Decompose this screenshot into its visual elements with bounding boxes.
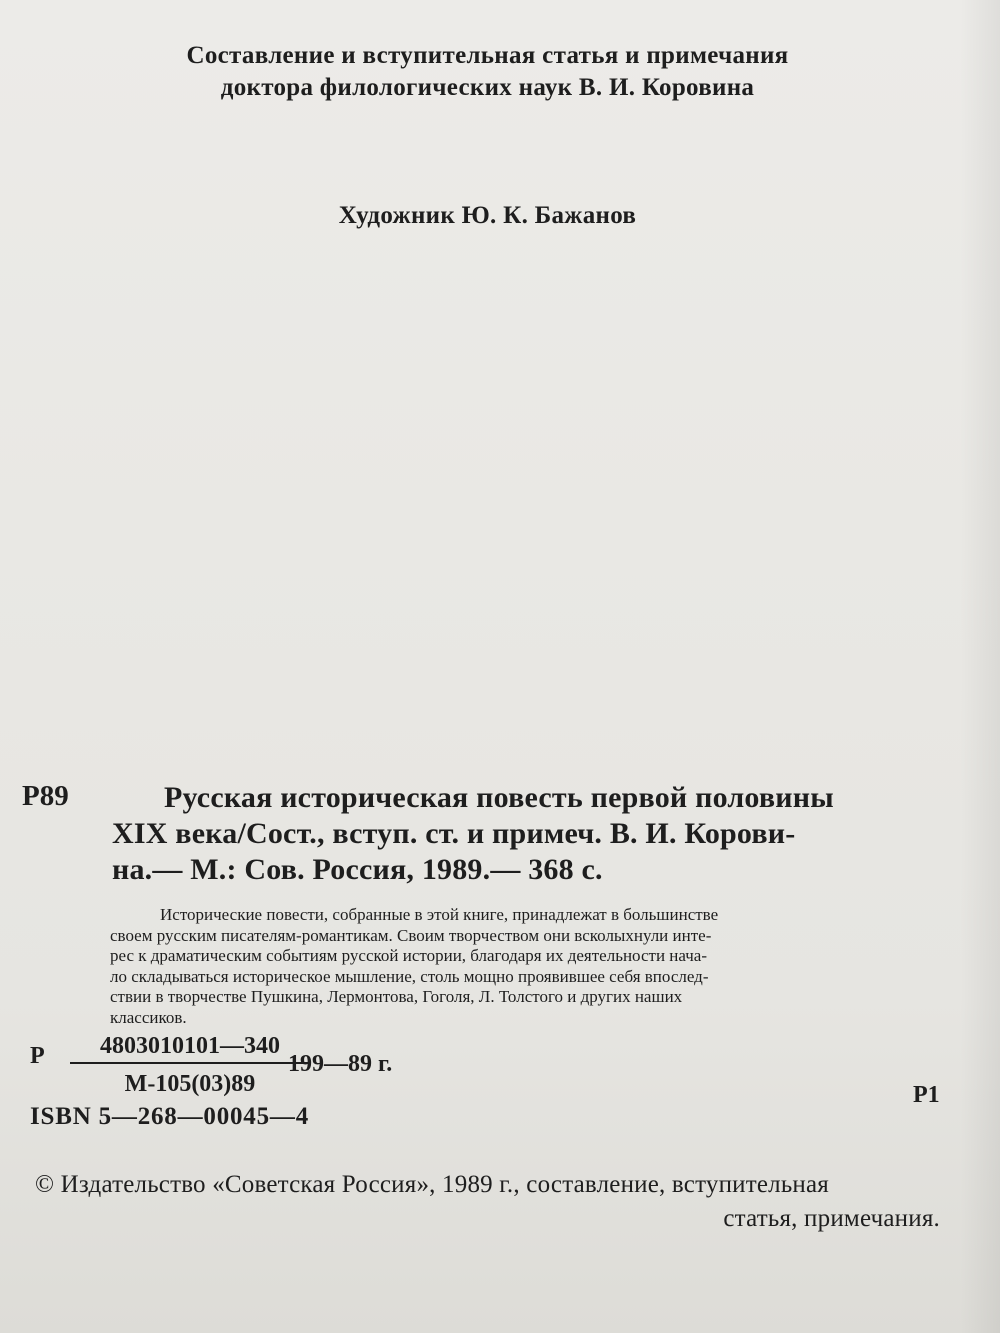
copyright-notice — [35, 1168, 940, 1236]
index-letter: Р — [30, 1043, 45, 1069]
index-denominator: М-105(03)89 — [124, 1071, 256, 1097]
page-edge-shadow — [960, 0, 1000, 1333]
copyright-line-2: статья, примечания. — [723, 1205, 940, 1232]
annotation-line: своем русским писателям-романтикам. Своим творчеством они всколыхнули инте- — [110, 925, 712, 945]
order-number: 199—89 г. — [288, 1051, 393, 1077]
classification-code: Р1 — [913, 1082, 940, 1108]
catalog-code: Р89 — [22, 780, 69, 812]
biblio-line-1: Русская историческая повесть первой половины — [164, 781, 834, 814]
annotation-line: ствии в творчестве Пушкина, Лермонтова, Гоголя, Л. Толстого и других наших — [110, 987, 683, 1007]
copyright-icon: © — [35, 1171, 55, 1198]
copyright-line-1 — [35, 1168, 940, 1202]
biblio-line-2: XIX века/Сост., вступ. ст. и примеч. В. И. Корови- — [112, 817, 796, 850]
index-numerator: 4803010101—340 — [70, 1033, 310, 1064]
copyright-text: Издательство «Советская Россия», 1989 г., составление, вступительная — [60, 1171, 830, 1198]
annotation-line: Исторические повести, собранные в этой книге, принадлежат в большинстве — [160, 905, 719, 924]
annotation-line: рес к драматическим событиям русской истории, благодаря их деятельности нача- — [110, 946, 708, 966]
artist-credit: Художник Ю. К. Бажанов — [338, 202, 637, 229]
bibliographic-entry — [112, 780, 942, 888]
credits-line-1: Составление и вступительная статья и примечания — [186, 42, 789, 69]
compiler-credits — [0, 40, 975, 104]
annotation-text — [110, 905, 940, 1029]
biblio-line-3: на.— М.: Сов. Россия, 1989.— 368 с. — [112, 853, 603, 886]
isbn-number: ISBN 5—268—00045—4 — [30, 1103, 310, 1130]
annotation-line: классиков. — [110, 1007, 187, 1027]
annotation-line: ло складываться историческое мышление, столь мощно проявившее себя впослед- — [110, 966, 709, 986]
credits-line-2: доктора филологических наук В. И. Коровина — [220, 74, 755, 101]
